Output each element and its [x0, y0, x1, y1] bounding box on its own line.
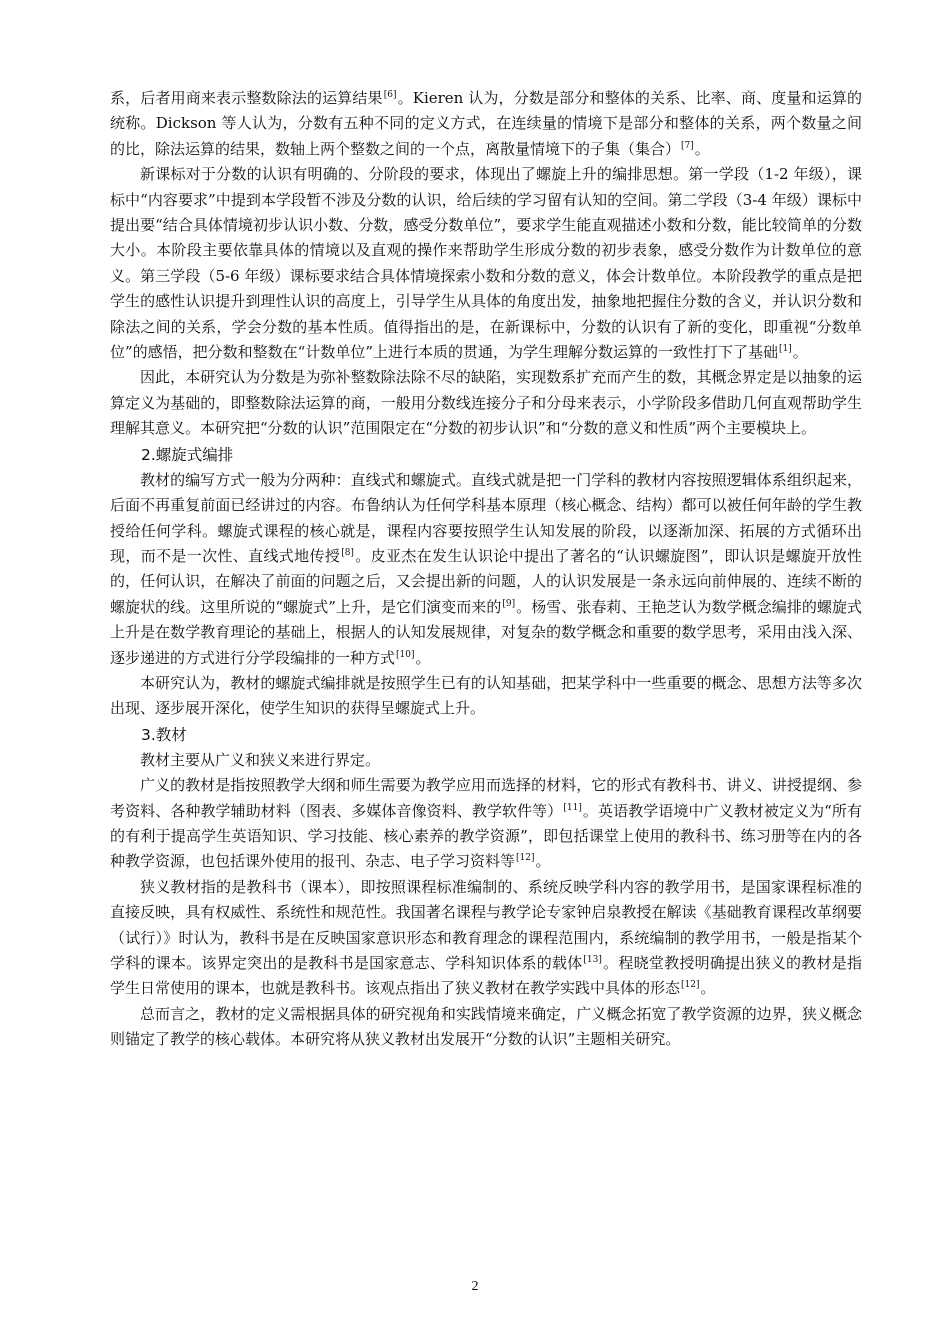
text-segment: 总而言之，教材的定义需根据具体的研究视角和实践情境来确定，广义概念拓宽了教学资源的边界，狭义概念则锚定了教学的核心载体。本研究将从狭义教材出发展开“分数的认识”主题相关研究。	[110, 1004, 862, 1049]
paragraph	[110, 875, 862, 1002]
text-segment: 狭义教材指的是教科书（课本），即按照课程标准编制的、系统反映学科内容的教学用书，是国家课程标准的直接反映，具有权威性、系统性和规范性。我国著名课程与教学论专家钟启泉教授在解读《基础教育课程改革纲要（试行）》时认为，教科书是在反映国家意识形态和教育理念的课程范围内，系统编制的教学用书，一般是指某个学科的课本。该界定突出的是教科书是国家意志、学科知识体系的载体	[110, 877, 862, 972]
text-segment: 系，后者用商来表示整数除法的运算结果	[110, 89, 383, 107]
text-segment: 2.螺旋式编排	[141, 445, 234, 464]
text-segment: 因此，本研究认为分数是为弥补整数除法除不尽的缺陷，实现数系扩充而产生的数，其概念界定是以抽象的运算定义为基础的，即整数除法运算的商，一般用分数线连接分子和分母来表示，小学阶段多借助几何直观帮助学生理解其意义。本研究把“分数的认识”范围限定在“分数的初步认识”和“分数的意义和性质”两个主要模块上。	[110, 368, 862, 438]
page-number: 2	[471, 1279, 479, 1294]
citation-marker: [1]	[779, 344, 792, 355]
paragraph	[110, 748, 862, 773]
text-segment: 本研究认为，教材的螺旋式编排就是按照学生已有的认知基础，把某学科中一些重要的概念、思想方法等多次出现、逐步展开深化，使学生知识的获得呈螺旋式上升。	[110, 673, 862, 718]
text-segment: 教材的编写方式一般为分两种：直线式和螺旋式。直线式就是把一门学科的教材内容按照逻辑体系组织起来，后面不再重复前面已经讲过的内容。布鲁纳认为任何学科基本原理（核心概念、结构）都可以被任何年龄的学生教授给任何学科。螺旋式课程的核心就是，课程内容要按照学生认知发展的阶段，以逐渐加深、拓展的方式循环出现，而不是一次性、直线式地传授	[110, 470, 862, 565]
text-segment: 。皮亚杰在发生认识论中提出了著名的“认识螺旋图”，即认识是螺旋开放性的，任何认识，在解决了前面的问题之后，又会提出新的问题，人的认识发展是一条永远向前伸展的、连续不断的螺旋状的线。这里所说的“螺旋式”上升，是它们演变而来的	[110, 546, 862, 616]
text-segment: 。	[694, 139, 710, 158]
document-body	[110, 86, 862, 1053]
text-segment: 。	[792, 343, 808, 362]
citation-marker: [11]	[563, 802, 582, 813]
section-heading	[110, 722, 862, 748]
paragraph	[110, 1002, 862, 1053]
section-heading	[110, 442, 862, 468]
citation-marker: [12]	[516, 853, 535, 864]
text-segment: 新课标对于分数的认识有明确的、分阶段的要求，体现出了螺旋上升的编排思想。第一学段（1-2 年级），课标中“内容要求”中提到本学段暂不涉及分数的认识，给后续的学习留有认知的空间。第二学段（3-4 年级）课标中提出要“结合具体情境初步认识小数、分数，感受分数单位”，要求学生能直观描述小数和分数，能比较简单的分数大小。本阶段主要依靠具体的情境以及直观的操作来帮助学生形成分数的初步表象，感受分数作为计数单位的意义。第三学段（5-6 年级）课标要求结合具体情境探索小数和分数的意义，体会计数单位。本阶段教学的重点是把学生的感性认识提升到理性认识的高度上，引导学生从具体的角度出发，抽象地把握住分数的含义，并认识分数和除法之间的关系，学会分数的基本性质。值得指出的是，在新课标中，分数的认识有了新的变化，即重视“分数单位”的感悟，把分数和整数在“计数单位”上进行本质的贯通，为学生理解分数运算的一致性打下了基础	[110, 165, 862, 362]
text-segment: 。	[535, 852, 551, 871]
citation-marker: [10]	[396, 649, 415, 660]
paragraph	[110, 671, 862, 722]
text-segment: 。	[415, 648, 431, 667]
citation-marker: [13]	[583, 955, 602, 965]
paragraph	[110, 86, 862, 162]
text-segment: 广义的教材是指按照教学大纲和师生需要为教学应用而选择的材料，它的形式有教科书、讲义、讲授提纲、参考资料、各种教学辅助材料（图表、多媒体音像资料、教学软件等）	[110, 776, 862, 820]
text-segment: 。程晓堂教授明确提出狭义的教材是指学生日常使用的课本，也就是教科书。该观点指出了狭义教材在教学实践中具体的形态	[110, 954, 862, 998]
text-segment: 3.教材	[141, 725, 187, 744]
citation-marker: [7]	[681, 140, 694, 151]
text-segment: 。Kieren 认为，分数是部分和整体的关系、比率、商、度量和运算的统称。Dickson 等人认为，分数有五种不同的定义方式，在连续量的情境下是部分和整体的关系，两个数量之间的比，除法运算的结果，数轴上两个整数之间的一个点，离散量情境下的子集（集合）	[110, 89, 862, 158]
citation-marker: [9]	[502, 598, 516, 609]
citation-marker: [12]	[681, 980, 700, 991]
text-segment: 。英语教学语境中广义教材被定义为“所有的有利于提高学生英语知识、学习技能、核心素养的教学资源”，即包括课堂上使用的教科书、练习册等在内的各种教学资源，也包括课外使用的报刊、杂志、电子学习资料等	[110, 801, 862, 871]
text-segment: 。	[700, 979, 716, 998]
citation-marker: [8]	[341, 547, 354, 558]
text-segment: 。杨雪、张春莉、王艳芝认为数学概念编排的螺旋式上升是在数学教育理论的基础上，根据人的认知发展规律，对复杂的数学概念和重要的数学思考，采用由浅入深、逐步递进的方式进行分学段编排的一种方式	[110, 597, 862, 667]
paragraph	[110, 773, 862, 875]
citation-marker: [6]	[383, 90, 397, 100]
text-segment: 教材主要从广义和狭义来进行界定。	[140, 750, 381, 769]
paragraph	[110, 162, 862, 365]
paragraph	[110, 468, 862, 671]
paragraph	[110, 365, 862, 441]
